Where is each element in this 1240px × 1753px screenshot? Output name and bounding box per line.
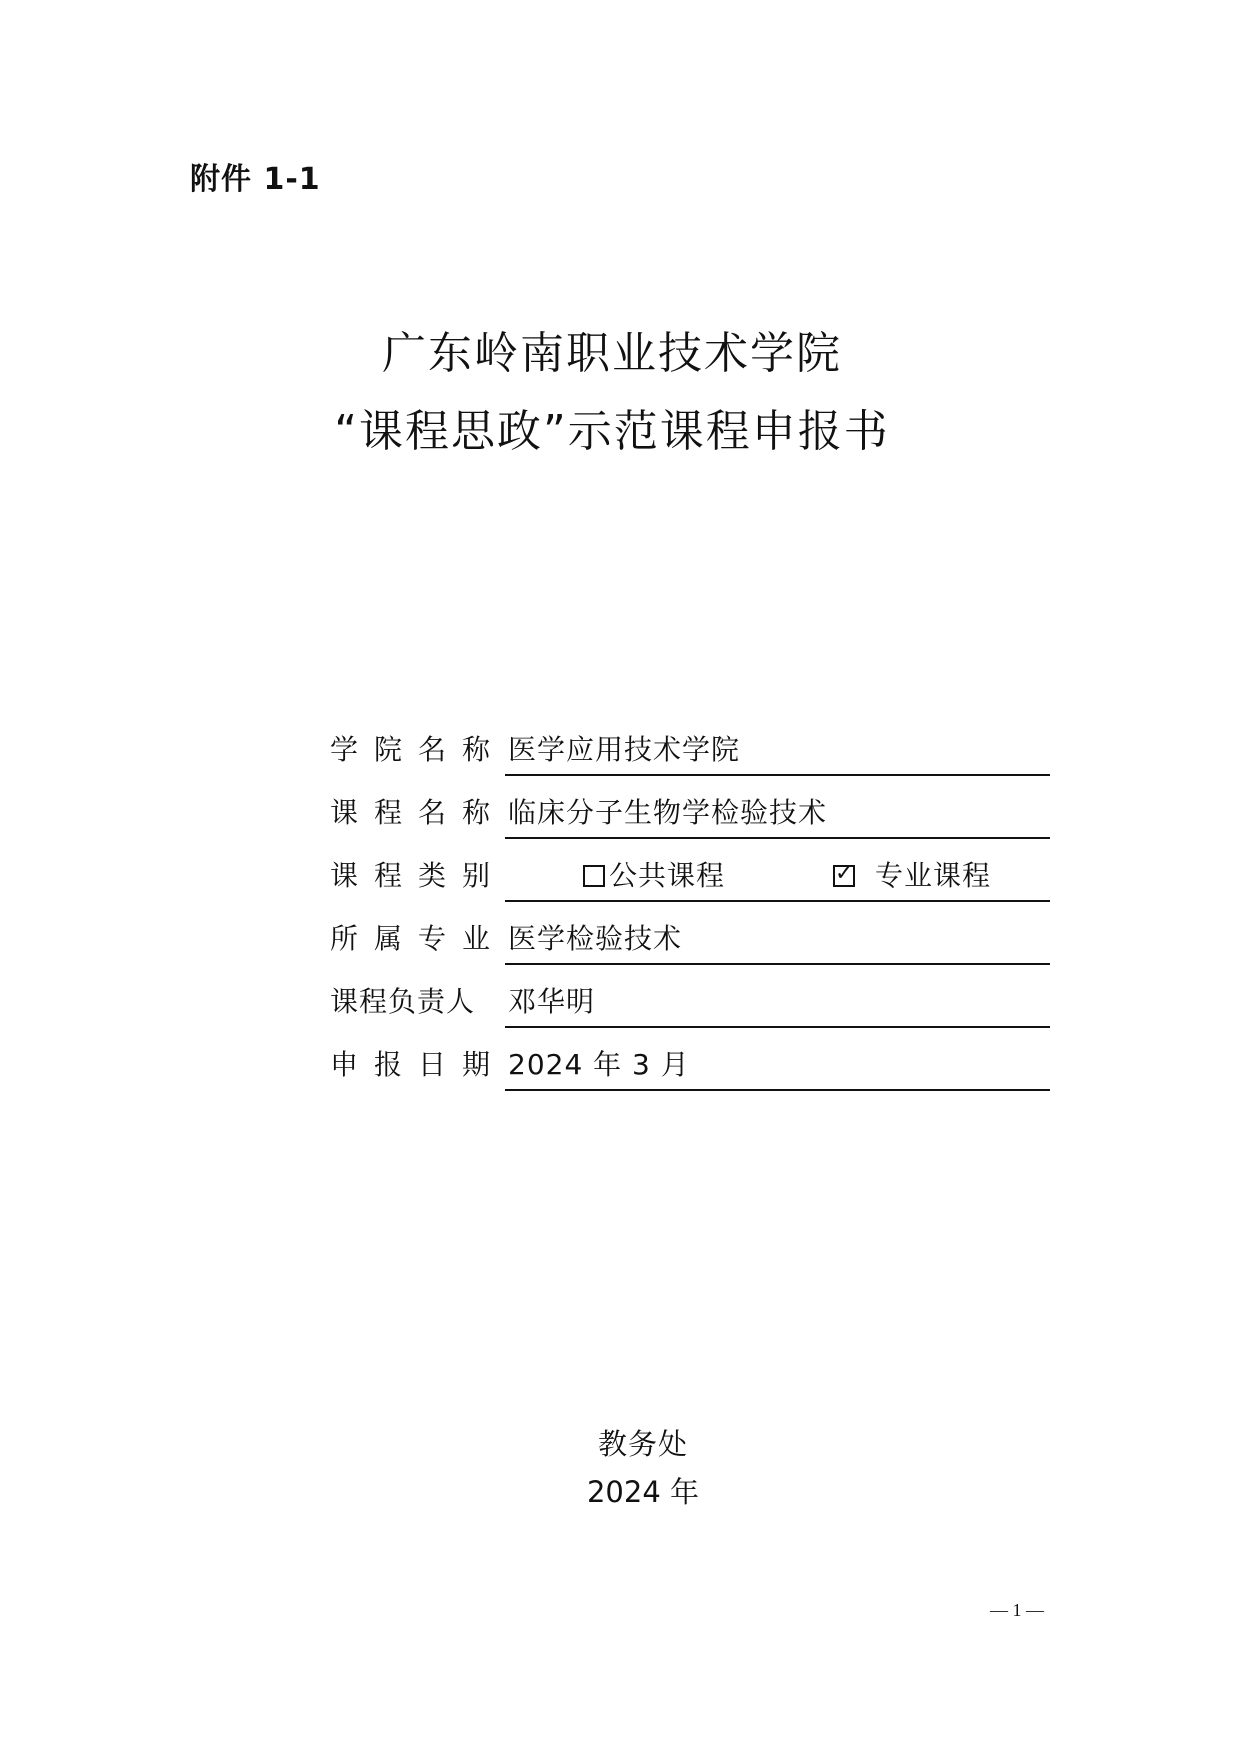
- option-major-course-label: 专业课程: [875, 859, 992, 892]
- course-name-underline: [505, 837, 1050, 839]
- leader-value[interactable]: 邓华明: [508, 985, 596, 1018]
- major-label: 所属专业: [330, 922, 507, 955]
- course-name-value[interactable]: 临床分子生物学检验技术: [508, 796, 828, 829]
- college-label: 学院名称: [330, 733, 507, 766]
- attachment-label: 附件 1-1: [190, 162, 321, 197]
- date-underline: [505, 1089, 1050, 1091]
- option-major-course[interactable]: [833, 856, 991, 896]
- major-value[interactable]: 医学检验技术: [508, 922, 683, 955]
- course-name-label: 课程名称: [330, 796, 507, 829]
- issuing-department: 教务处: [597, 1427, 688, 1461]
- college-value[interactable]: 医学应用技术学院: [508, 733, 741, 766]
- form-row-date: [330, 1045, 1050, 1085]
- form-row-major: [330, 919, 1050, 959]
- date-label: 申报日期: [330, 1048, 507, 1081]
- form-row-course-name: [330, 793, 1050, 833]
- institution-title: 广东岭南职业技术学院: [382, 328, 842, 379]
- leader-underline: [505, 1026, 1050, 1028]
- leader-label: 课程负责人: [330, 985, 476, 1018]
- major-underline: [505, 963, 1050, 965]
- course-type-label: 课程类别: [330, 859, 507, 892]
- checkbox-checked-icon[interactable]: [833, 861, 855, 887]
- check-mark-icon: ✓: [835, 861, 854, 886]
- form-row-leader: [330, 982, 1050, 1022]
- option-public-course-label: 公共课程: [609, 859, 726, 892]
- date-value[interactable]: 2024 年 3 月: [508, 1048, 690, 1081]
- course-type-underline: [505, 900, 1050, 902]
- form-row-college: [330, 730, 1050, 770]
- checkbox-unchecked-icon[interactable]: [583, 865, 605, 887]
- form-row-course-type: [330, 856, 1050, 896]
- college-underline: [505, 774, 1050, 776]
- page-number: — 1 —: [990, 1600, 1044, 1620]
- issue-year: 2024 年: [586, 1475, 700, 1509]
- document-title: “课程思政”示范课程申报书: [334, 406, 890, 457]
- option-public-course[interactable]: [583, 856, 725, 896]
